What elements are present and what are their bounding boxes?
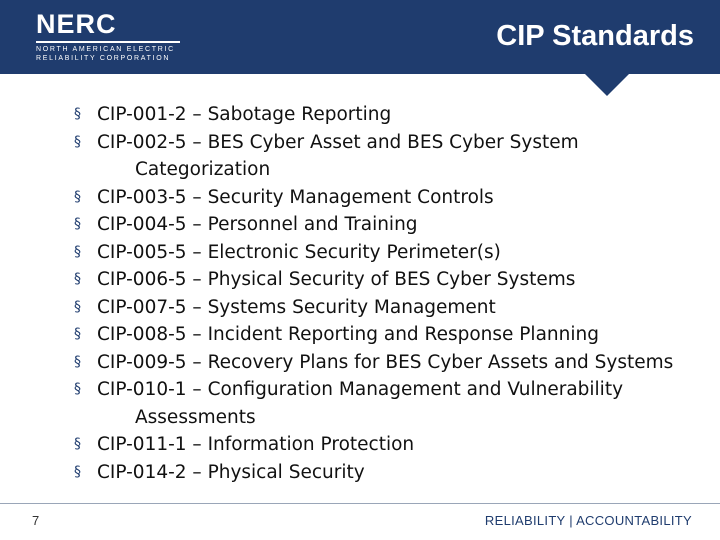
bullet-text: CIP-008-5 – Incident Reporting and Response Planning (97, 324, 599, 345)
slide-header (0, 0, 720, 74)
bullet-item (74, 349, 694, 377)
bullet-text: CIP-011-1 – Information Protection (97, 434, 415, 455)
bullet-text: CIP-014-2 – Physical Security (97, 461, 365, 483)
bullet-list (74, 101, 694, 486)
bullet-marker-icon: § (74, 216, 81, 232)
bullet-text-continuation: Assessments (135, 406, 256, 428)
footer-divider (0, 503, 720, 504)
bullet-marker-icon: § (74, 133, 81, 150)
bullet-item (74, 321, 694, 349)
footer-tagline: RELIABILITY | ACCOUNTABILITY (484, 513, 692, 528)
bullet-item (74, 184, 694, 212)
bullet-marker-icon: § (74, 326, 81, 342)
header-notch (585, 74, 629, 96)
bullet-text-continuation: Categorization (135, 159, 271, 180)
bullet-item (74, 101, 694, 129)
logo-divider (36, 41, 180, 43)
bullet-marker-icon: § (74, 463, 81, 480)
page-number: 7 (32, 513, 40, 528)
bullet-item (74, 459, 694, 487)
bullet-text: CIP-005-5 – Electronic Security Perimeter(s) (97, 241, 501, 263)
bullet-item (74, 376, 694, 431)
bullet-item (74, 129, 694, 184)
bullet-item (74, 266, 694, 294)
bullet-marker-icon: § (74, 271, 81, 287)
bullet-item (74, 211, 694, 239)
bullet-text: CIP-003-5 – Security Management Controls (97, 186, 494, 208)
bullet-marker-icon: § (74, 298, 81, 315)
bullet-text: CIP-004-5 – Personnel and Training (97, 214, 418, 235)
logo-subtitle-line1: NORTH AMERICAN ELECTRIC (36, 46, 175, 53)
logo-wordmark: NERC (36, 9, 117, 39)
bullet-text: CIP-001-2 – Sabotage Reporting (97, 104, 392, 125)
nerc-logo (36, 11, 186, 63)
bullet-item (74, 294, 694, 322)
bullet-text: CIP-009-5 – Recovery Plans for BES Cyber Assets and Systems (97, 351, 674, 373)
bullet-marker-icon: § (74, 243, 81, 260)
bullet-marker-icon: § (74, 381, 81, 397)
logo-subtitle-line2: RELIABILITY CORPORATION (36, 55, 171, 62)
bullet-marker-icon: § (74, 106, 81, 122)
bullet-item (74, 239, 694, 267)
bullet-text: CIP-002-5 – BES Cyber Asset and BES Cyber System (97, 131, 579, 153)
slide-title: CIP Standards (496, 20, 694, 52)
bullet-marker-icon: § (74, 436, 81, 452)
bullet-text: CIP-007-5 – Systems Security Management (97, 296, 496, 318)
bullet-item (74, 431, 694, 459)
bullet-marker-icon: § (74, 353, 81, 370)
bullet-text: CIP-010-1 – Configuration Management and Vulnerability (97, 379, 624, 400)
bullet-marker-icon: § (74, 188, 81, 205)
bullet-text: CIP-006-5 – Physical Security of BES Cyber Systems (97, 269, 576, 290)
